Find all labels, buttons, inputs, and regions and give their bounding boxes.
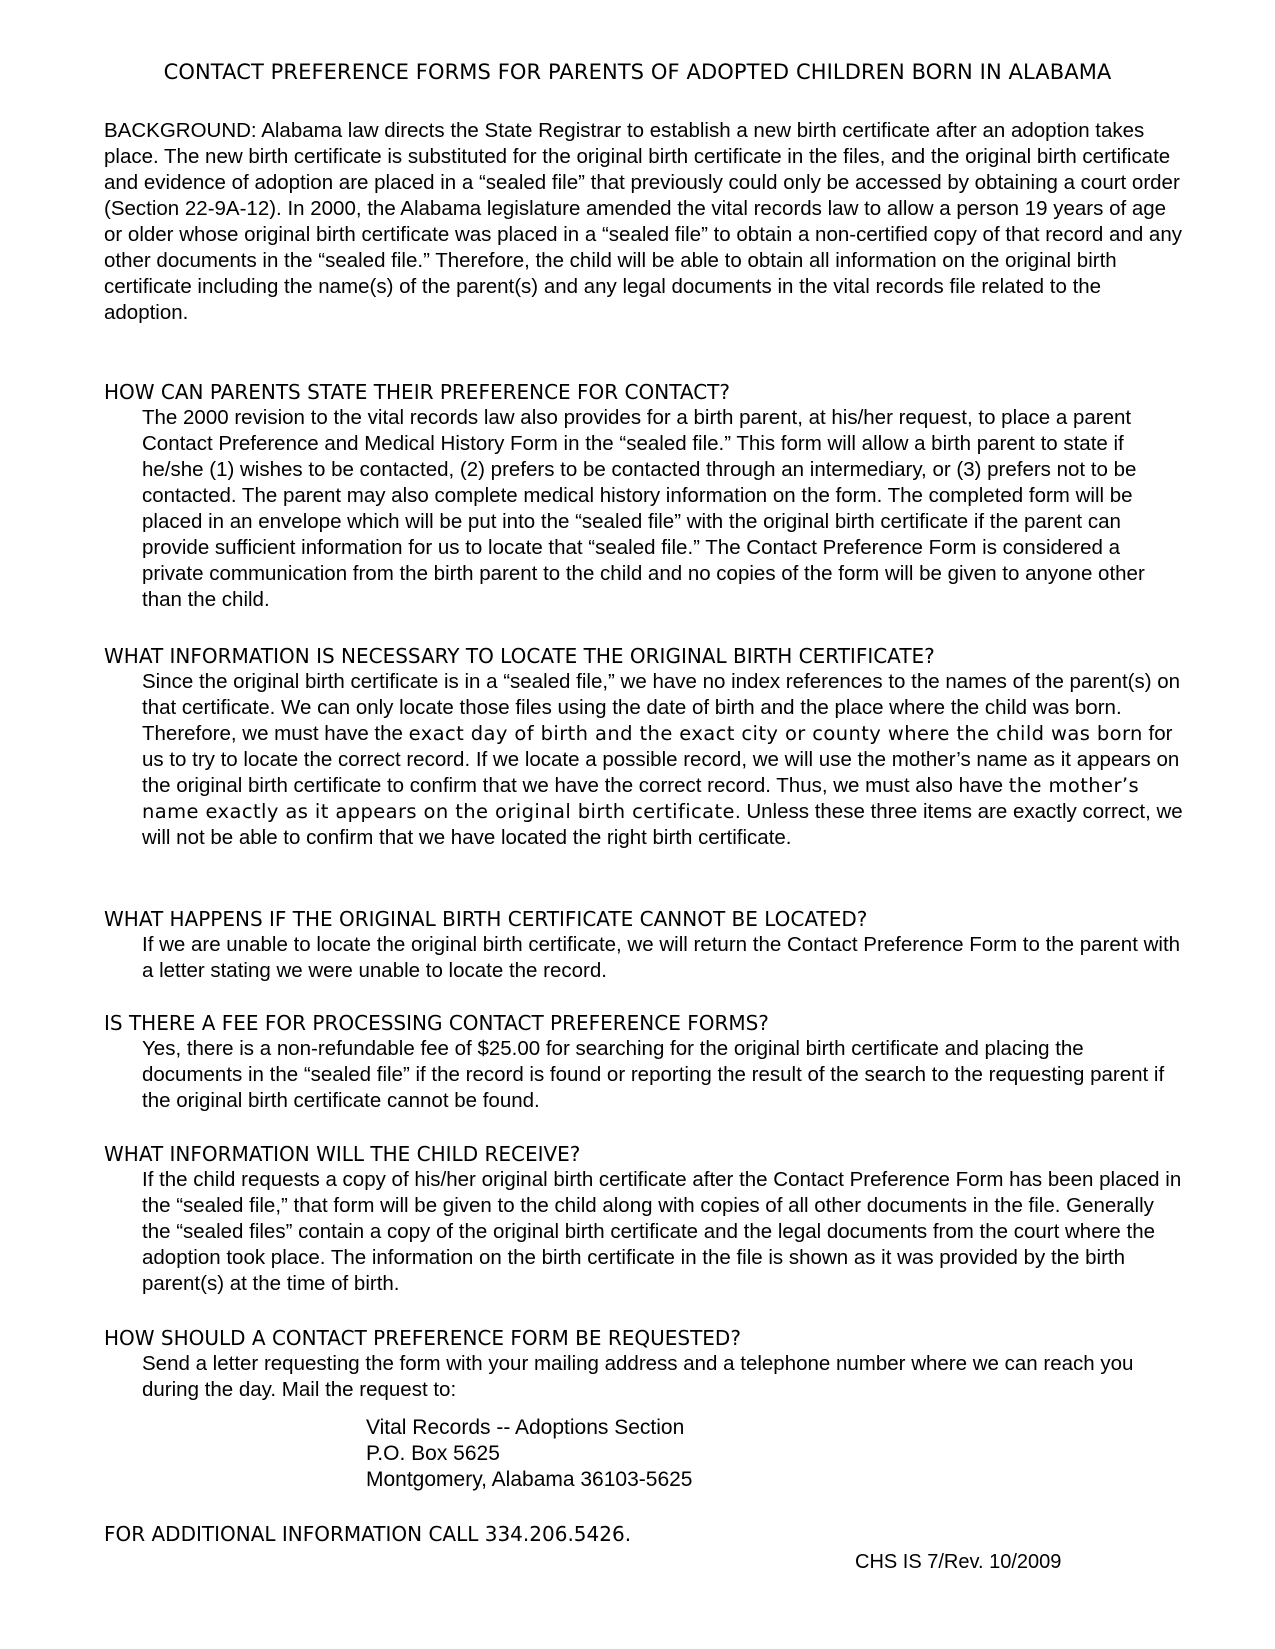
section-body: If the child requests a copy of his/her original birth certificate after the Contact Preference Form has been placed in the “sealed file,” that form will be given to the child along with copies of all other documents in the file. Generally the “sealed files” contain a copy of the original birth certificate and the legal documents from the court where the adoption took place. The information on the birth certificate in the file is shown as it was provided by the birth parent(s) at the time of birth. [142, 1168, 1182, 1295]
section-body [142, 669, 1184, 851]
section-body: The 2000 revision to the vital records law also provides for a birth parent, at his/her request, to place a parent Contact Preference and Medical History Form in the “sealed file.” This form will allow a birth parent to state if he/she (1) wishes to be contacted, (2) prefers to be contacted through an intermediary, or (3) prefers not to be contacted. The parent may also complete medical history information on the form. The completed form will be placed in an envelope which will be put into the “sealed file” with the original birth certificate if the parent can provide sufficient information for us to locate that “sealed file.” The Contact Preference Form is considered a private communication from the birth parent to the child and no copies of the form will be given to anyone other than the child. [142, 406, 1145, 611]
body-part-3: . Unless these three items are exactly correct, we will not be able to confirm that we have located the right birth certificate. [142, 800, 1183, 849]
section-body: Yes, there is a non-refundable fee of $25.00 for searching for the original birth certificate and placing the documents in the “sealed file” if the record is found or reporting the result of the search to the requesting parent if the original birth certificate cannot be found. [142, 1037, 1165, 1112]
mailing-address [366, 1415, 692, 1493]
body-part-1: Since the original birth certificate is in a “sealed file,” we have no index references to the names of the parent(s) on that certificate. We can only locate those files using the date of birth and the place where the child was born. Therefore, we must have the [142, 670, 1181, 745]
section-body: If we are unable to locate the original birth certificate, we will return the Contact Preference Form to the parent with a letter stating we were unable to locate the record. [142, 933, 1181, 982]
section-heading: HOW CAN PARENTS STATE THEIR PREFERENCE FOR CONTACT? [104, 380, 730, 404]
section-heading: IS THERE A FEE FOR PROCESSING CONTACT PREFERENCE FORMS? [104, 1011, 769, 1035]
section-heading: WHAT HAPPENS IF THE ORIGINAL BIRTH CERTIFICATE CANNOT BE LOCATED? [104, 907, 868, 931]
locate-info-section [104, 643, 1184, 851]
address-line-3: Montgomery, Alabama 36103-5625 [366, 1468, 693, 1491]
section-heading: WHAT INFORMATION IS NECESSARY TO LOCATE THE ORIGINAL BIRTH CERTIFICATE? [104, 644, 935, 668]
address-line-2: P.O. Box 5625 [366, 1442, 500, 1465]
child-information-section [104, 1141, 1184, 1297]
fee-section [104, 1010, 1184, 1114]
body-part-2: for us to try to locate the correct record. If we locate a possible record, we will use the mother’s name as it appears on the original birth certificate to confirm that we have the correct record. Thus, we must also have [142, 722, 1180, 797]
background-section [104, 118, 1184, 326]
request-form-section [104, 1325, 1184, 1403]
additional-info-phone: FOR ADDITIONAL INFORMATION CALL 334.206.5426. [104, 1522, 632, 1546]
contact-preference-section [104, 379, 1184, 613]
form-revision-id: CHS IS 7/Rev. 10/2009 [855, 1551, 1062, 1573]
address-line-1: Vital Records -- Adoptions Section [366, 1416, 685, 1439]
document-title: CONTACT PREFERENCE FORMS FOR PARENTS OF ADOPTED CHILDREN BORN IN ALABAMA [163, 60, 1112, 84]
section-heading: HOW SHOULD A CONTACT PREFERENCE FORM BE REQUESTED? [104, 1326, 741, 1350]
emphasized-mother-name: the mother’s name exactly as it appears on the original birth certificate [142, 774, 1140, 823]
emphasized-birth-details: exact day of birth and the exact city or county where the child was born [408, 722, 1143, 745]
not-located-section [104, 906, 1184, 984]
background-paragraph: BACKGROUND: Alabama law directs the State Registrar to establish a new birth certificate after an adoption takes place. The new birth certificate is substituted for the original birth certificate in the files, and the original birth certificate and evidence of adoption are placed in a “sealed file” that previously could only be accessed by obtaining a court order (Section 22-9A-12). In 2000, the Alabama legislature amended the vital records law to allow a person 19 years of age or older whose original birth certificate was placed in a “sealed file” to obtain a non-certified copy of that record and any other documents in the “sealed file.” Therefore, the child will be able to obtain all information on the original birth certificate including the name(s) of the parent(s) and any legal documents in the vital records file related to the adoption. [104, 119, 1182, 324]
section-heading: WHAT INFORMATION WILL THE CHILD RECEIVE? [104, 1142, 581, 1166]
section-body: Send a letter requesting the form with your mailing address and a telephone number where we can reach you during the day. Mail the request to: [142, 1352, 1134, 1401]
